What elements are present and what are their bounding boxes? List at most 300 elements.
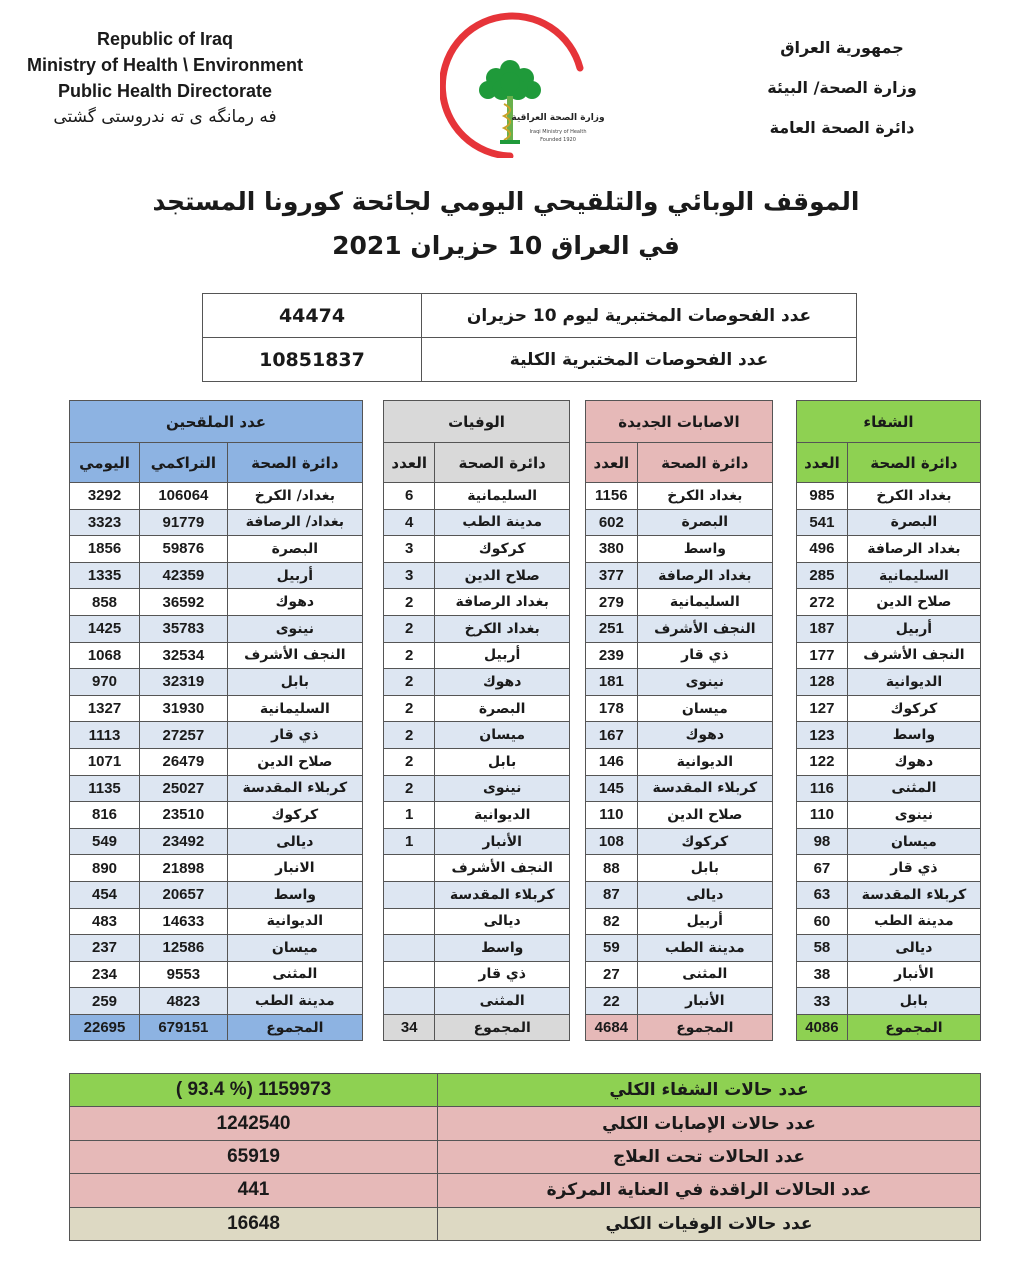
- vaccinated-cumulative: 14633: [140, 908, 228, 935]
- vaccinated-col-cumulative: التراكمي: [140, 443, 228, 483]
- vaccinated-row: [70, 483, 363, 510]
- recovered-count: 58: [797, 935, 848, 962]
- vaccinated-cumulative: 21898: [140, 855, 228, 882]
- new-cases-directorate: ذي قار: [637, 642, 772, 669]
- vaccinated-cumulative: 59876: [140, 536, 228, 563]
- logo-arabic-text: وزارة الصحة العراقية: [511, 113, 605, 123]
- deaths-row: [384, 935, 570, 962]
- recovered-row: [797, 908, 981, 935]
- recovered-row: [797, 509, 981, 536]
- deaths-count: 2: [384, 722, 435, 749]
- new-cases-directorate: بغداد الكرخ: [637, 483, 772, 510]
- deaths-directorate: النجف الأشرف: [435, 855, 570, 882]
- recovered-row: [797, 589, 981, 616]
- vaccinated-directorate: الديوانية: [227, 908, 362, 935]
- vaccinated-row: [70, 988, 363, 1015]
- deaths-row: [384, 855, 570, 882]
- new-cases-row: [586, 881, 773, 908]
- vaccinated-col-name: دائرة الصحة: [227, 443, 362, 483]
- new-cases-directorate: بغداد الرصافة: [637, 562, 772, 589]
- deaths-directorate: بغداد الرصافة: [435, 589, 570, 616]
- title-line2: في العراق 10 حزيران 2021: [332, 231, 680, 260]
- deaths-directorate: كربلاء المقدسة: [435, 881, 570, 908]
- vaccinated-directorate: الانبار: [227, 855, 362, 882]
- logo-english-text: Iraqi Ministry of Health: [529, 129, 587, 135]
- recovered-directorate: النجف الأشرف: [847, 642, 980, 669]
- summary-row: [70, 1174, 981, 1207]
- recovered-count: 38: [797, 961, 848, 988]
- recovered-count: 123: [797, 722, 848, 749]
- new-cases-row: [586, 775, 773, 802]
- recovered-count: 187: [797, 615, 848, 642]
- new-cases-total-row: [586, 1014, 773, 1041]
- deaths-count: 2: [384, 695, 435, 722]
- deaths-directorate: بابل: [435, 748, 570, 775]
- summary-value: 65919: [70, 1140, 438, 1173]
- new-cases-row: [586, 828, 773, 855]
- summary-value: 16648: [70, 1207, 438, 1240]
- recovered-count: 116: [797, 775, 848, 802]
- recovered-count: 496: [797, 536, 848, 563]
- vaccinated-directorate: السليمانية: [227, 695, 362, 722]
- summary-label: عدد حالات الشفاء الكلي: [438, 1074, 981, 1107]
- new-cases-count: 377: [586, 562, 638, 589]
- vaccinated-daily: 1327: [70, 695, 140, 722]
- recovered-directorate: السليمانية: [847, 562, 980, 589]
- summary-row: [70, 1140, 981, 1173]
- new-cases-row: [586, 802, 773, 829]
- recovered-row: [797, 483, 981, 510]
- new-cases-row: [586, 615, 773, 642]
- new-cases-directorate: الأنبار: [637, 988, 772, 1015]
- deaths-directorate: بغداد الكرخ: [435, 615, 570, 642]
- header-left-line2: Ministry of Health \ Environment: [26, 55, 304, 75]
- vaccinated-daily: 1856: [70, 536, 140, 563]
- summary-row: [70, 1207, 981, 1240]
- vaccinated-row: [70, 881, 363, 908]
- new-cases-row: [586, 642, 773, 669]
- vaccinated-directorate: بغداد/ الرصافة: [227, 509, 362, 536]
- vaccinated-col-daily: اليومي: [70, 443, 140, 483]
- vaccinated-cumulative: 36592: [140, 589, 228, 616]
- deaths-directorate: ذي قار: [435, 961, 570, 988]
- recovered-row: [797, 802, 981, 829]
- new-cases-row: [586, 988, 773, 1015]
- page-title: [0, 180, 1012, 268]
- tests-row-total: [203, 338, 857, 382]
- vaccinated-total-row: [70, 1014, 363, 1041]
- summary-value: 441: [70, 1174, 438, 1207]
- new-cases-row: [586, 669, 773, 696]
- deaths-directorate: الأنبار: [435, 828, 570, 855]
- deaths-count: [384, 961, 435, 988]
- new-cases-count: 82: [586, 908, 638, 935]
- recovered-row: [797, 615, 981, 642]
- new-cases-total-label: المجموع: [637, 1014, 772, 1041]
- header-right: [742, 28, 942, 148]
- vaccinated-daily: 816: [70, 802, 140, 829]
- vaccinated-daily: 234: [70, 961, 140, 988]
- vaccinated-directorate: البصرة: [227, 536, 362, 563]
- vaccinated-cumulative: 32534: [140, 642, 228, 669]
- recovered-row: [797, 961, 981, 988]
- deaths-row: [384, 536, 570, 563]
- recovered-count: 177: [797, 642, 848, 669]
- new-cases-directorate: واسط: [637, 536, 772, 563]
- deaths-col-count: العدد: [384, 443, 435, 483]
- vaccinated-daily: 1425: [70, 615, 140, 642]
- header-right-line3: دائرة الصحة العامة: [769, 118, 915, 137]
- lab-tests-table: [202, 293, 857, 382]
- deaths-directorate: ميسان: [435, 722, 570, 749]
- recovered-directorate: بغداد الكرخ: [847, 483, 980, 510]
- header-left-line4: فه رمانگه ى ته ندروستى گشتى: [53, 107, 277, 127]
- new-cases-col-count: العدد: [586, 443, 638, 483]
- vaccinated-table: [69, 400, 363, 1041]
- deaths-row: [384, 483, 570, 510]
- new-cases-directorate: ديالى: [637, 881, 772, 908]
- new-cases-row: [586, 695, 773, 722]
- vaccinated-directorate: صلاح الدين: [227, 748, 362, 775]
- new-cases-directorate: أربيل: [637, 908, 772, 935]
- new-cases-title: الاصابات الجديدة: [586, 401, 773, 443]
- ministry-logo-icon: [440, 8, 620, 158]
- vaccinated-daily: 237: [70, 935, 140, 962]
- recovered-directorate: الديوانية: [847, 669, 980, 696]
- vaccinated-directorate: بابل: [227, 669, 362, 696]
- new-cases-count: 22: [586, 988, 638, 1015]
- recovered-table: [796, 400, 981, 1041]
- deaths-directorate: دهوك: [435, 669, 570, 696]
- vaccinated-cumulative: 32319: [140, 669, 228, 696]
- vaccinated-daily: 3323: [70, 509, 140, 536]
- recovered-count: 63: [797, 881, 848, 908]
- summary-label: عدد حالات الوفيات الكلي: [438, 1207, 981, 1240]
- recovered-count: 98: [797, 828, 848, 855]
- vaccinated-row: [70, 828, 363, 855]
- recovered-count: 128: [797, 669, 848, 696]
- deaths-count: 3: [384, 562, 435, 589]
- deaths-col-name: دائرة الصحة: [435, 443, 570, 483]
- new-cases-directorate: مدينة الطب: [637, 935, 772, 962]
- new-cases-count: 181: [586, 669, 638, 696]
- vaccinated-cumulative: 20657: [140, 881, 228, 908]
- recovered-directorate: صلاح الدين: [847, 589, 980, 616]
- vaccinated-daily: 1135: [70, 775, 140, 802]
- vaccinated-daily: 1113: [70, 722, 140, 749]
- vaccinated-row: [70, 722, 363, 749]
- recovered-count: 985: [797, 483, 848, 510]
- recovered-count: 272: [797, 589, 848, 616]
- recovered-row: [797, 828, 981, 855]
- recovered-count: 60: [797, 908, 848, 935]
- deaths-row: [384, 509, 570, 536]
- deaths-row: [384, 589, 570, 616]
- new-cases-count: 251: [586, 615, 638, 642]
- logo-founded-text: Founded 1920: [540, 137, 576, 143]
- deaths-row: [384, 802, 570, 829]
- recovered-directorate: ديالى: [847, 935, 980, 962]
- new-cases-directorate: البصرة: [637, 509, 772, 536]
- deaths-directorate: مدينة الطب: [435, 509, 570, 536]
- recovered-total-value: 4086: [797, 1014, 848, 1041]
- vaccinated-daily: 970: [70, 669, 140, 696]
- new-cases-count: 146: [586, 748, 638, 775]
- summary-row: [70, 1107, 981, 1140]
- summary-label: عدد الحالات تحت العلاج: [438, 1140, 981, 1173]
- recovered-directorate: ميسان: [847, 828, 980, 855]
- vaccinated-directorate: ذي قار: [227, 722, 362, 749]
- vaccinated-directorate: نينوى: [227, 615, 362, 642]
- new-cases-row: [586, 748, 773, 775]
- recovered-directorate: أربيل: [847, 615, 980, 642]
- deaths-directorate: السليمانية: [435, 483, 570, 510]
- vaccinated-cumulative: 42359: [140, 562, 228, 589]
- recovered-row: [797, 881, 981, 908]
- deaths-directorate: صلاح الدين: [435, 562, 570, 589]
- deaths-count: 2: [384, 642, 435, 669]
- vaccinated-cumulative: 23492: [140, 828, 228, 855]
- vaccinated-daily: 1335: [70, 562, 140, 589]
- new-cases-count: 145: [586, 775, 638, 802]
- new-cases-directorate: دهوك: [637, 722, 772, 749]
- vaccinated-daily: 454: [70, 881, 140, 908]
- vaccinated-row: [70, 855, 363, 882]
- new-cases-directorate: نينوى: [637, 669, 772, 696]
- vaccinated-directorate: المثنى: [227, 961, 362, 988]
- vaccinated-row: [70, 536, 363, 563]
- recovered-col-count: العدد: [797, 443, 848, 483]
- deaths-row: [384, 615, 570, 642]
- new-cases-directorate: الديوانية: [637, 748, 772, 775]
- summary-label: عدد الحالات الراقدة في العناية المركزة: [438, 1174, 981, 1207]
- new-cases-count: 108: [586, 828, 638, 855]
- ministry-logo: [440, 8, 620, 158]
- vaccinated-row: [70, 961, 363, 988]
- title-line1: الموقف الوبائي والتلقيحي اليومي لجائحة كورونا المستجد: [152, 187, 860, 216]
- summary-value: 1159973 (% 93.4 ): [70, 1074, 438, 1107]
- recovered-col-name: دائرة الصحة: [847, 443, 980, 483]
- new-cases-count: 178: [586, 695, 638, 722]
- recovered-directorate: ذي قار: [847, 855, 980, 882]
- vaccinated-directorate: النجف الأشرف: [227, 642, 362, 669]
- deaths-count: 2: [384, 589, 435, 616]
- new-cases-count: 602: [586, 509, 638, 536]
- recovered-row: [797, 935, 981, 962]
- recovered-row: [797, 722, 981, 749]
- deaths-count: 4: [384, 509, 435, 536]
- new-cases-row: [586, 536, 773, 563]
- new-cases-count: 87: [586, 881, 638, 908]
- deaths-directorate: واسط: [435, 935, 570, 962]
- new-cases-row: [586, 509, 773, 536]
- deaths-count: [384, 908, 435, 935]
- recovered-title: الشفاء: [797, 401, 981, 443]
- recovered-count: 33: [797, 988, 848, 1015]
- deaths-row: [384, 961, 570, 988]
- header-right-line1: جمهورية العراق: [780, 38, 904, 57]
- header-right-line2: وزارة الصحة/ البيئة: [767, 78, 917, 97]
- header-left-line3: Public Health Directorate: [57, 81, 273, 101]
- tests-row-daily: [203, 294, 857, 338]
- deaths-row: [384, 748, 570, 775]
- header-left: [10, 26, 320, 130]
- vaccinated-daily: 1071: [70, 748, 140, 775]
- vaccinated-cumulative: 91779: [140, 509, 228, 536]
- recovered-count: 541: [797, 509, 848, 536]
- deaths-row: [384, 828, 570, 855]
- deaths-table: [383, 400, 570, 1041]
- new-cases-directorate: المثنى: [637, 961, 772, 988]
- deaths-directorate: كركوك: [435, 536, 570, 563]
- deaths-count: [384, 935, 435, 962]
- deaths-row: [384, 669, 570, 696]
- recovered-directorate: المثنى: [847, 775, 980, 802]
- vaccinated-cumulative: 106064: [140, 483, 228, 510]
- new-cases-count: 279: [586, 589, 638, 616]
- new-cases-count: 1156: [586, 483, 638, 510]
- summary-value: 1242540: [70, 1107, 438, 1140]
- new-cases-row: [586, 935, 773, 962]
- vaccinated-cumulative: 4823: [140, 988, 228, 1015]
- new-cases-count: 380: [586, 536, 638, 563]
- vaccinated-row: [70, 935, 363, 962]
- new-cases-count: 167: [586, 722, 638, 749]
- vaccinated-directorate: مدينة الطب: [227, 988, 362, 1015]
- deaths-total-row: [384, 1014, 570, 1041]
- vaccinated-directorate: بغداد/ الكرخ: [227, 483, 362, 510]
- vaccinated-cumulative: 23510: [140, 802, 228, 829]
- deaths-row: [384, 881, 570, 908]
- vaccinated-cumulative: 35783: [140, 615, 228, 642]
- recovered-directorate: دهوك: [847, 748, 980, 775]
- vaccinated-total-cumulative: 679151: [140, 1014, 228, 1041]
- vaccinated-title: عدد الملقحين: [70, 401, 363, 443]
- vaccinated-cumulative: 12586: [140, 935, 228, 962]
- new-cases-row: [586, 483, 773, 510]
- deaths-count: 1: [384, 802, 435, 829]
- recovered-row: [797, 695, 981, 722]
- vaccinated-row: [70, 669, 363, 696]
- tests-total-label: عدد الفحوصات المختبرية الكلية: [422, 338, 857, 382]
- vaccinated-daily: 890: [70, 855, 140, 882]
- new-cases-row: [586, 589, 773, 616]
- vaccinated-row: [70, 775, 363, 802]
- vaccinated-daily: 3292: [70, 483, 140, 510]
- vaccinated-cumulative: 25027: [140, 775, 228, 802]
- recovered-row: [797, 562, 981, 589]
- vaccinated-daily: 549: [70, 828, 140, 855]
- new-cases-count: 110: [586, 802, 638, 829]
- recovered-count: 122: [797, 748, 848, 775]
- vaccinated-directorate: أربيل: [227, 562, 362, 589]
- vaccinated-row: [70, 748, 363, 775]
- recovered-directorate: بغداد الرصافة: [847, 536, 980, 563]
- deaths-row: [384, 562, 570, 589]
- recovered-row: [797, 536, 981, 563]
- deaths-row: [384, 642, 570, 669]
- vaccinated-directorate: كربلاء المقدسة: [227, 775, 362, 802]
- vaccinated-total-daily: 22695: [70, 1014, 140, 1041]
- summary-label: عدد حالات الإصابات الكلي: [438, 1107, 981, 1140]
- recovered-directorate: نينوى: [847, 802, 980, 829]
- deaths-count: 2: [384, 615, 435, 642]
- new-cases-table: [585, 400, 773, 1041]
- recovered-directorate: واسط: [847, 722, 980, 749]
- deaths-count: 1: [384, 828, 435, 855]
- deaths-count: [384, 855, 435, 882]
- deaths-directorate: المثنى: [435, 988, 570, 1015]
- vaccinated-directorate: واسط: [227, 881, 362, 908]
- vaccinated-directorate: دهوك: [227, 589, 362, 616]
- vaccinated-directorate: ميسان: [227, 935, 362, 962]
- deaths-count: [384, 988, 435, 1015]
- deaths-count: 2: [384, 748, 435, 775]
- vaccinated-cumulative: 27257: [140, 722, 228, 749]
- vaccinated-directorate: ديالى: [227, 828, 362, 855]
- new-cases-row: [586, 722, 773, 749]
- recovered-directorate: البصرة: [847, 509, 980, 536]
- deaths-directorate: أربيل: [435, 642, 570, 669]
- recovered-directorate: بابل: [847, 988, 980, 1015]
- new-cases-col-name: دائرة الصحة: [637, 443, 772, 483]
- summary-table: [69, 1073, 981, 1241]
- new-cases-directorate: النجف الأشرف: [637, 615, 772, 642]
- recovered-total-label: المجموع: [847, 1014, 980, 1041]
- deaths-count: 2: [384, 775, 435, 802]
- deaths-directorate: نينوى: [435, 775, 570, 802]
- recovered-row: [797, 748, 981, 775]
- vaccinated-row: [70, 589, 363, 616]
- new-cases-directorate: كربلاء المقدسة: [637, 775, 772, 802]
- new-cases-count: 88: [586, 855, 638, 882]
- deaths-total-value: 34: [384, 1014, 435, 1041]
- new-cases-directorate: ميسان: [637, 695, 772, 722]
- vaccinated-daily: 259: [70, 988, 140, 1015]
- new-cases-count: 59: [586, 935, 638, 962]
- recovered-row: [797, 855, 981, 882]
- vaccinated-cumulative: 9553: [140, 961, 228, 988]
- header-left-line1: Republic of Iraq: [96, 29, 233, 49]
- vaccinated-total-label: المجموع: [227, 1014, 362, 1041]
- new-cases-row: [586, 562, 773, 589]
- new-cases-directorate: صلاح الدين: [637, 802, 772, 829]
- deaths-directorate: الديوانية: [435, 802, 570, 829]
- new-cases-count: 239: [586, 642, 638, 669]
- deaths-directorate: البصرة: [435, 695, 570, 722]
- new-cases-total-value: 4684: [586, 1014, 638, 1041]
- summary-row: [70, 1074, 981, 1107]
- deaths-row: [384, 908, 570, 935]
- recovered-count: 110: [797, 802, 848, 829]
- vaccinated-row: [70, 615, 363, 642]
- recovered-total-row: [797, 1014, 981, 1041]
- vaccinated-daily: 1068: [70, 642, 140, 669]
- recovered-directorate: مدينة الطب: [847, 908, 980, 935]
- deaths-row: [384, 988, 570, 1015]
- deaths-title: الوفيات: [384, 401, 570, 443]
- new-cases-row: [586, 961, 773, 988]
- vaccinated-row: [70, 908, 363, 935]
- tests-daily-label: عدد الفحوصات المختبرية ليوم 10 حزيران: [422, 294, 857, 338]
- tests-daily-value: 44474: [203, 294, 422, 338]
- new-cases-directorate: السليمانية: [637, 589, 772, 616]
- recovered-row: [797, 669, 981, 696]
- deaths-count: 6: [384, 483, 435, 510]
- recovered-count: 67: [797, 855, 848, 882]
- new-cases-count: 27: [586, 961, 638, 988]
- deaths-count: [384, 881, 435, 908]
